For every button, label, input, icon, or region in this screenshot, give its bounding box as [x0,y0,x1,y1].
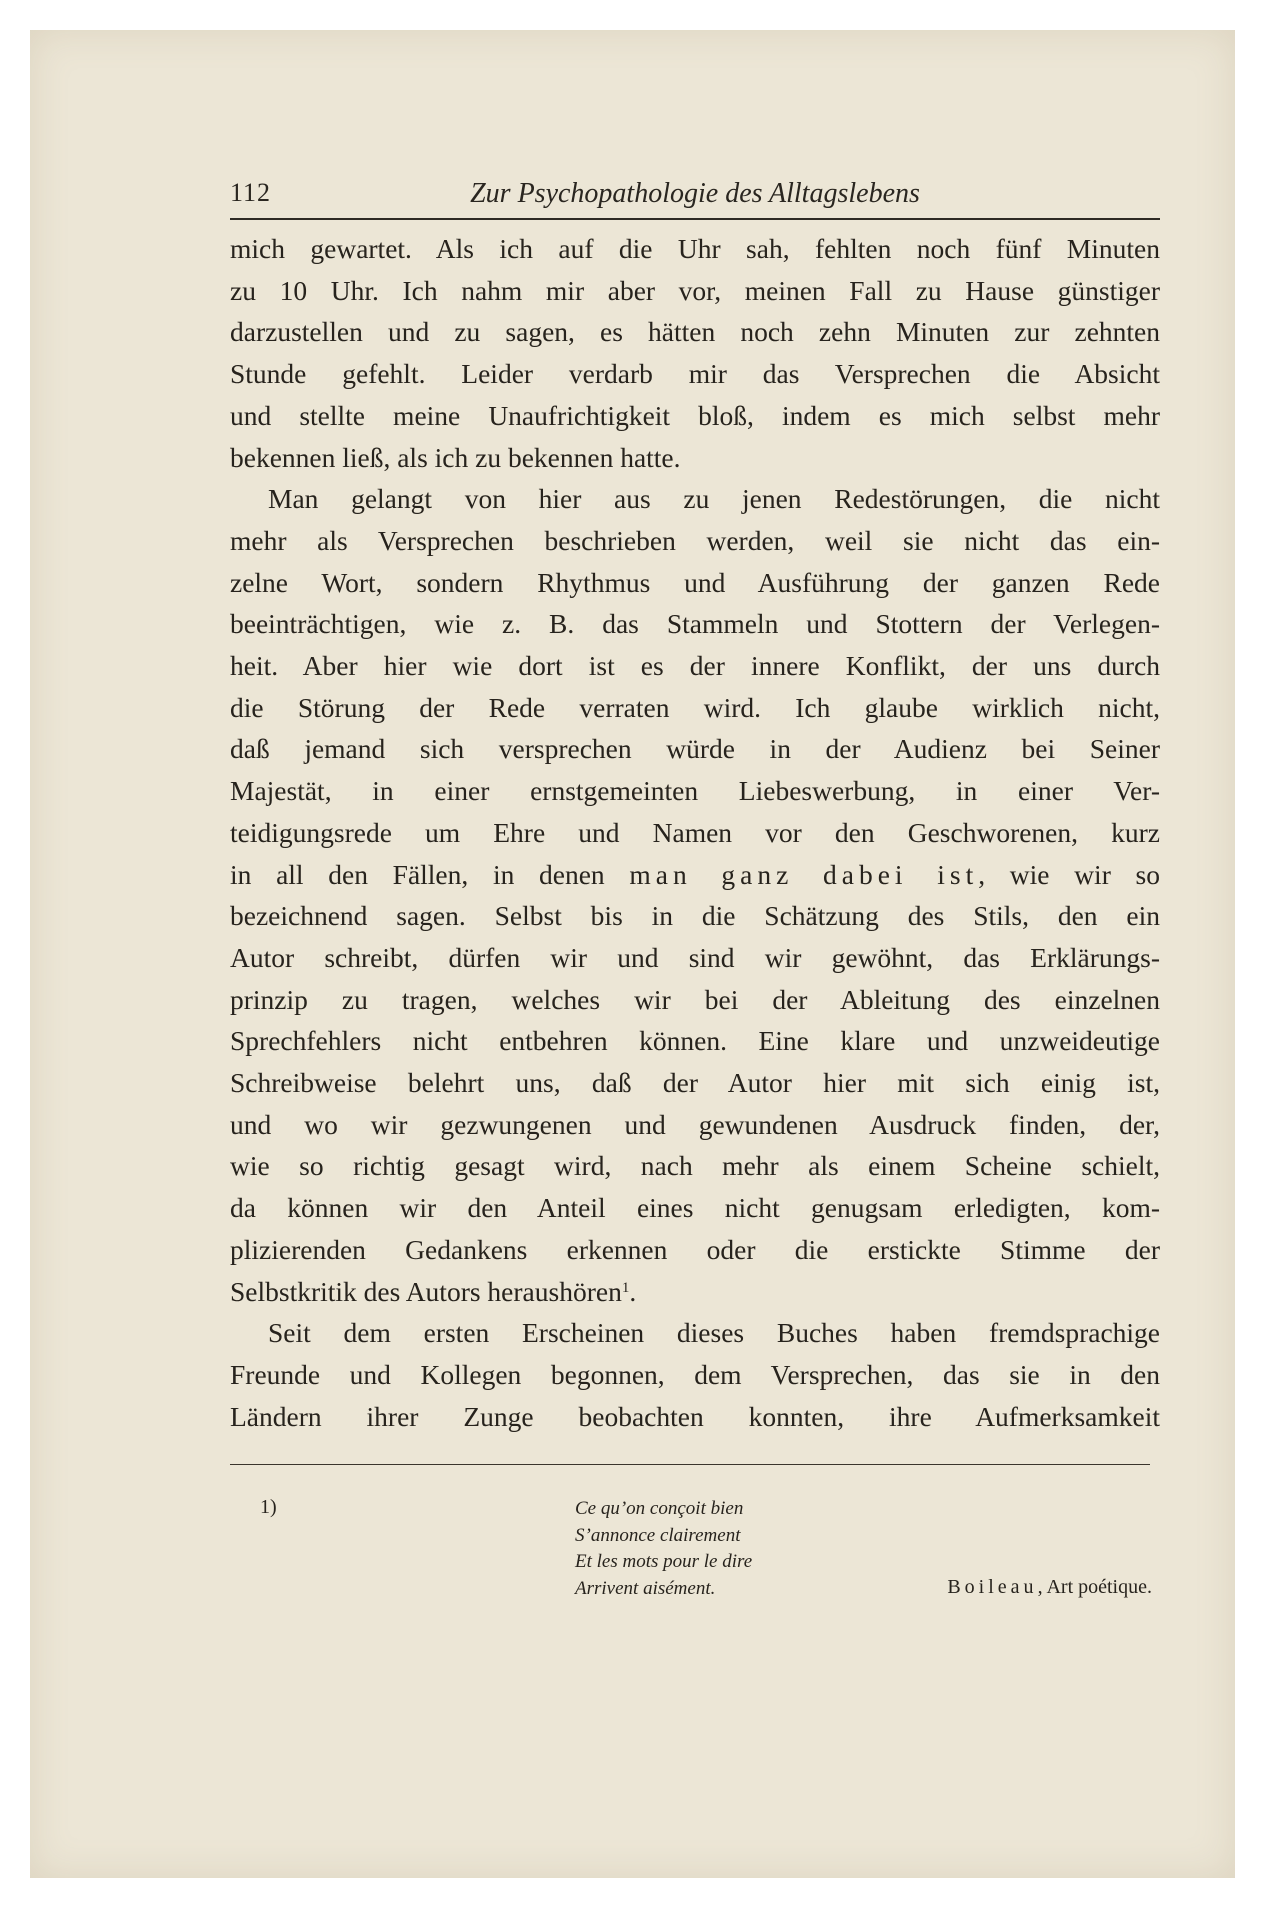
text-line: darzustellen und zu sagen, es hätten noch zehn Minuten zur zehnten [230,316,1160,348]
text-line: Autor schreibt, dürfen wir und sind wir gewöhnt, das Erklärungs- [230,941,1160,973]
text-line: mehr als Versprechen beschrieben werden, weil sie nicht das ein- [230,524,1160,556]
attribution-author: Boileau [947,1576,1038,1598]
text-line: Sprechfehlers nicht entbehren können. Eine klare und unzweideutige [230,1025,1160,1057]
text-line [230,1271,1160,1313]
text-line: daß jemand sich versprechen würde in der Audienz bei Seiner [230,733,1160,765]
page-header [230,178,1160,210]
text-line [230,854,1160,896]
text-line: wie so richtig gesagt wird, nach mehr als einem Scheine schielt, [230,1150,1160,1182]
text-line: die Störung der Rede verraten wird. Ich glaube wirklich nicht, [230,691,1160,723]
poem-line: Arrivent aisément. [575,1577,716,1599]
text-line: zelne Wort, sondern Rhythmus und Ausführung der ganzen Rede [230,566,1160,598]
text-fragment: . [629,1275,637,1307]
text-fragment: , wie wir so [978,858,1160,890]
text-line: mich gewartet. Als ich auf die Uhr sah, fehlten noch fünf Minuten [230,233,1160,264]
page-number: 112 [230,178,272,207]
text-fragment: Selbstkritik des Autors heraushören [230,1275,622,1307]
text-line: teidigungsrede um Ehre und Namen vor den Geschworenen, kurz [230,816,1160,848]
footnote-marker: 1) [260,1496,277,1518]
footnote [230,1496,1160,1606]
text-line: Stunde gefehlt. Leider verdarb mir das Versprechen die Absicht [230,358,1160,390]
text-line: bekennen ließ, als ich zu bekennen hatte. [230,441,681,473]
footnote-rule [230,1464,1150,1465]
footnote-poem [575,1496,752,1602]
text-line: und wo wir gezwungenen und gewundenen Ausdruck finden, der, [230,1108,1160,1140]
text-line: da können wir den Anteil eines nicht genugsam erledigten, kom- [230,1192,1160,1224]
text-line: und stellte meine Unaufrichtigkeit bloß, indem es mich selbst mehr [230,399,1160,431]
text-line: plizierenden Gedankens erkennen oder die erstickte Stimme der [230,1233,1160,1265]
running-title: Zur Psychopathologie des Alltagslebens [470,178,920,209]
attribution-work: , Art poétique. [1037,1576,1152,1598]
footnote-attribution [947,1576,1152,1599]
body-text [230,228,1160,1437]
poem-line: S’annonce clairement [575,1524,741,1546]
text-line: Schreibweise belehrt uns, daß der Autor hier mit sich einig ist, [230,1067,1160,1099]
text-line: zu 10 Uhr. Ich nahm mir aber vor, meinen Fall zu Hause günstiger [230,274,1160,306]
text-fragment: in all den Fällen, in denen [230,858,630,890]
header-rule [230,218,1160,220]
text-line: prinzip zu tragen, welches wir bei der Ableitung des einzelnen [230,983,1160,1015]
footnote-reference[interactable]: 1 [621,1279,630,1296]
text-line: beeinträchtigen, wie z. B. das Stammeln und Stottern der Verlegen- [230,608,1160,640]
text-line: Seit dem ersten Erscheinen dieses Buches haben fremdsprachige [268,1317,1160,1349]
text-line: Freunde und Kollegen begonnen, dem Versprechen, das sie in den [230,1358,1160,1390]
poem-line: Ce qu’on conçoit bien [575,1498,744,1519]
poem-line: Et les mots pour le dire [575,1551,753,1572]
emphasis-spaced: man ganz dabei ist [629,858,979,890]
text-line: Man gelangt von hier aus zu jenen Redestörungen, die nicht [268,483,1160,515]
text-line: Majestät, in einer ernstgemeinten Liebeswerbung, in einer Ver- [230,775,1160,807]
text-line: bezeichnend sagen. Selbst bis in die Schätzung des Stils, den ein [230,900,1160,932]
text-line: heit. Aber hier wie dort ist es der innere Konflikt, der uns durch [230,650,1160,682]
text-line: Ländern ihrer Zunge beobachten konnten, ihre Aufmerksamkeit [230,1400,1160,1432]
